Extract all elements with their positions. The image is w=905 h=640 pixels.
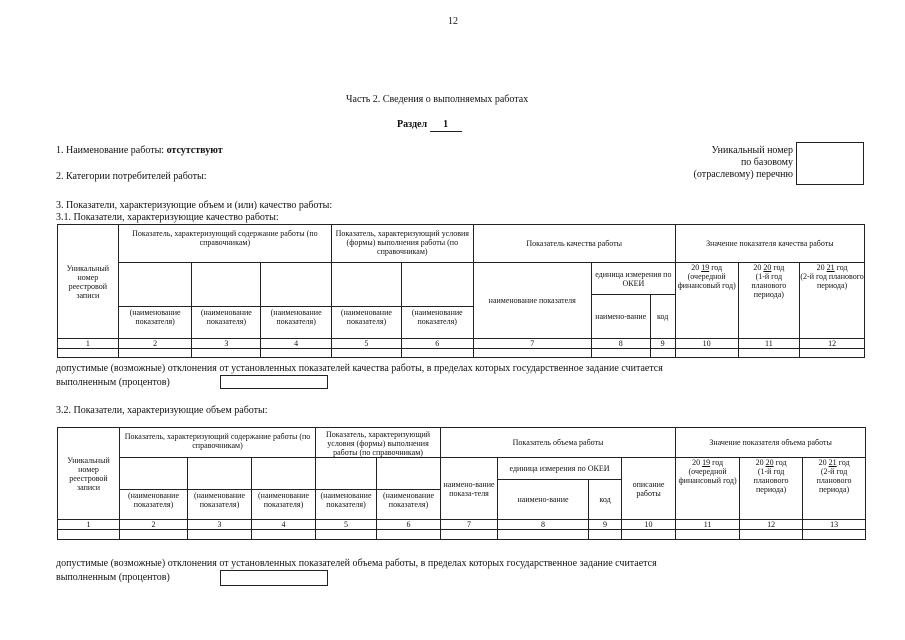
volume-indicator-header: Показатель объема работы xyxy=(441,428,676,458)
column-numbers-row: 1 2 3 4 5 6 7 8 9 10 11 12 xyxy=(58,339,865,349)
conditions-sub-2: (наименование показателя) xyxy=(377,480,441,520)
okei-name-header: наимено-вание xyxy=(498,480,589,520)
okei-name-header: наимено-вание xyxy=(591,295,650,339)
section-label: Раздел xyxy=(397,119,428,130)
conditions-indicator-header: Показатель, характеризующий условия (формы) выполнения работы (по справочникам) xyxy=(316,428,441,458)
registry-number-box[interactable] xyxy=(796,142,864,185)
year2-header: 20 20 год (1-й год планового периода) xyxy=(738,263,800,339)
year2-header: 20 20 год (1-й год планового периода) xyxy=(740,458,803,520)
section-heading xyxy=(397,119,462,132)
year1-header: 20 19 год (очередной финансовый год) xyxy=(676,458,740,520)
content-sub-1: (наименование показателя) xyxy=(118,295,192,339)
quality-table xyxy=(57,224,865,358)
year1-header: 20 19 год (очередной финансовый год) xyxy=(675,263,738,339)
work-name-value: отсутствуют xyxy=(166,145,223,156)
content-sub-2: (наименование показателя) xyxy=(192,295,261,339)
section-number: 1 xyxy=(430,119,462,132)
unique-number-header: Уникальный номер реестровой записи xyxy=(58,428,120,520)
volume-deviation-text: допустимые (возможные) отклонения от установленных показателей объема работы, в пределах которых государственное задание считается xyxy=(56,558,657,569)
content-indicator-header: Показатель, характеризующий содержание работы (по справочникам) xyxy=(118,225,331,263)
okei-header: единица измерения по ОКЕИ xyxy=(591,263,675,295)
quality-deviation-label: выполненным (процентов) xyxy=(56,377,170,388)
content-indicator-header: Показатель, характеризующий содержание работы (по справочникам) xyxy=(120,428,316,458)
content-sub-1: (наименование показателя) xyxy=(120,480,188,520)
quality-indicator-header: Показатель качества работы xyxy=(473,225,675,263)
okei-code-header: код xyxy=(650,295,675,339)
indicators-heading: 3. Показатели, характеризующие объем и (или) качество работы: xyxy=(56,200,333,211)
volume-heading: 3.2. Показатели, характеризующие объем работы: xyxy=(56,405,268,416)
volume-deviation-label: выполненным (процентов) xyxy=(56,572,170,583)
work-description-header: описание работы xyxy=(622,458,676,520)
table-row[interactable] xyxy=(58,530,866,540)
conditions-indicator-header: Показатель, характеризующий условия (формы) выполнения работы (по справочникам) xyxy=(332,225,474,263)
conditions-sub-2: (наименование показателя) xyxy=(401,295,473,339)
consumer-categories-line: 2. Категории потребителей работы: xyxy=(56,171,207,182)
quality-value-header: Значение показателя качества работы xyxy=(675,225,864,263)
volume-table xyxy=(57,427,866,540)
conditions-sub-1: (наименование показателя) xyxy=(332,295,402,339)
year3-header: 20 21 год (2-й год планового периода) xyxy=(803,458,866,520)
year3-header: 20 21 год (2-й год планового периода) xyxy=(800,263,865,339)
table-row[interactable] xyxy=(58,349,865,358)
unique-number-header: Уникальный номер реестровой записи xyxy=(58,225,119,339)
registry-label: Уникальный номер по базовому (отраслевому) перечню xyxy=(693,145,793,180)
indicator-name-header: наименование показателя xyxy=(473,263,591,339)
okei-header: единица измерения по ОКЕИ xyxy=(498,458,622,480)
indicator-name-header: наимено-вание показа-теля xyxy=(441,458,498,520)
quality-deviation-input[interactable] xyxy=(220,375,328,389)
volume-value-header: Значение показателя объема работы xyxy=(676,428,866,458)
page-number: 12 xyxy=(448,16,458,27)
conditions-sub-1: (наименование показателя) xyxy=(316,480,377,520)
quality-heading: 3.1. Показатели, характеризующие качество работы: xyxy=(56,212,279,223)
part-title: Часть 2. Сведения о выполняемых работах xyxy=(346,94,529,105)
volume-deviation-input[interactable] xyxy=(220,570,328,586)
quality-deviation-text: допустимые (возможные) отклонения от установленных показателей качества работы, в пределах которых государственное задание считается xyxy=(56,363,663,374)
okei-code-header: код xyxy=(589,480,622,520)
work-name-line: 1. Наименование работы: отсутствуют xyxy=(56,145,223,156)
content-sub-3: (наименование показателя) xyxy=(252,480,316,520)
content-sub-3: (наименование показателя) xyxy=(261,295,332,339)
content-sub-2: (наименование показателя) xyxy=(188,480,252,520)
column-numbers-row: 1 2 3 4 5 6 7 8 9 10 11 12 13 xyxy=(58,520,866,530)
